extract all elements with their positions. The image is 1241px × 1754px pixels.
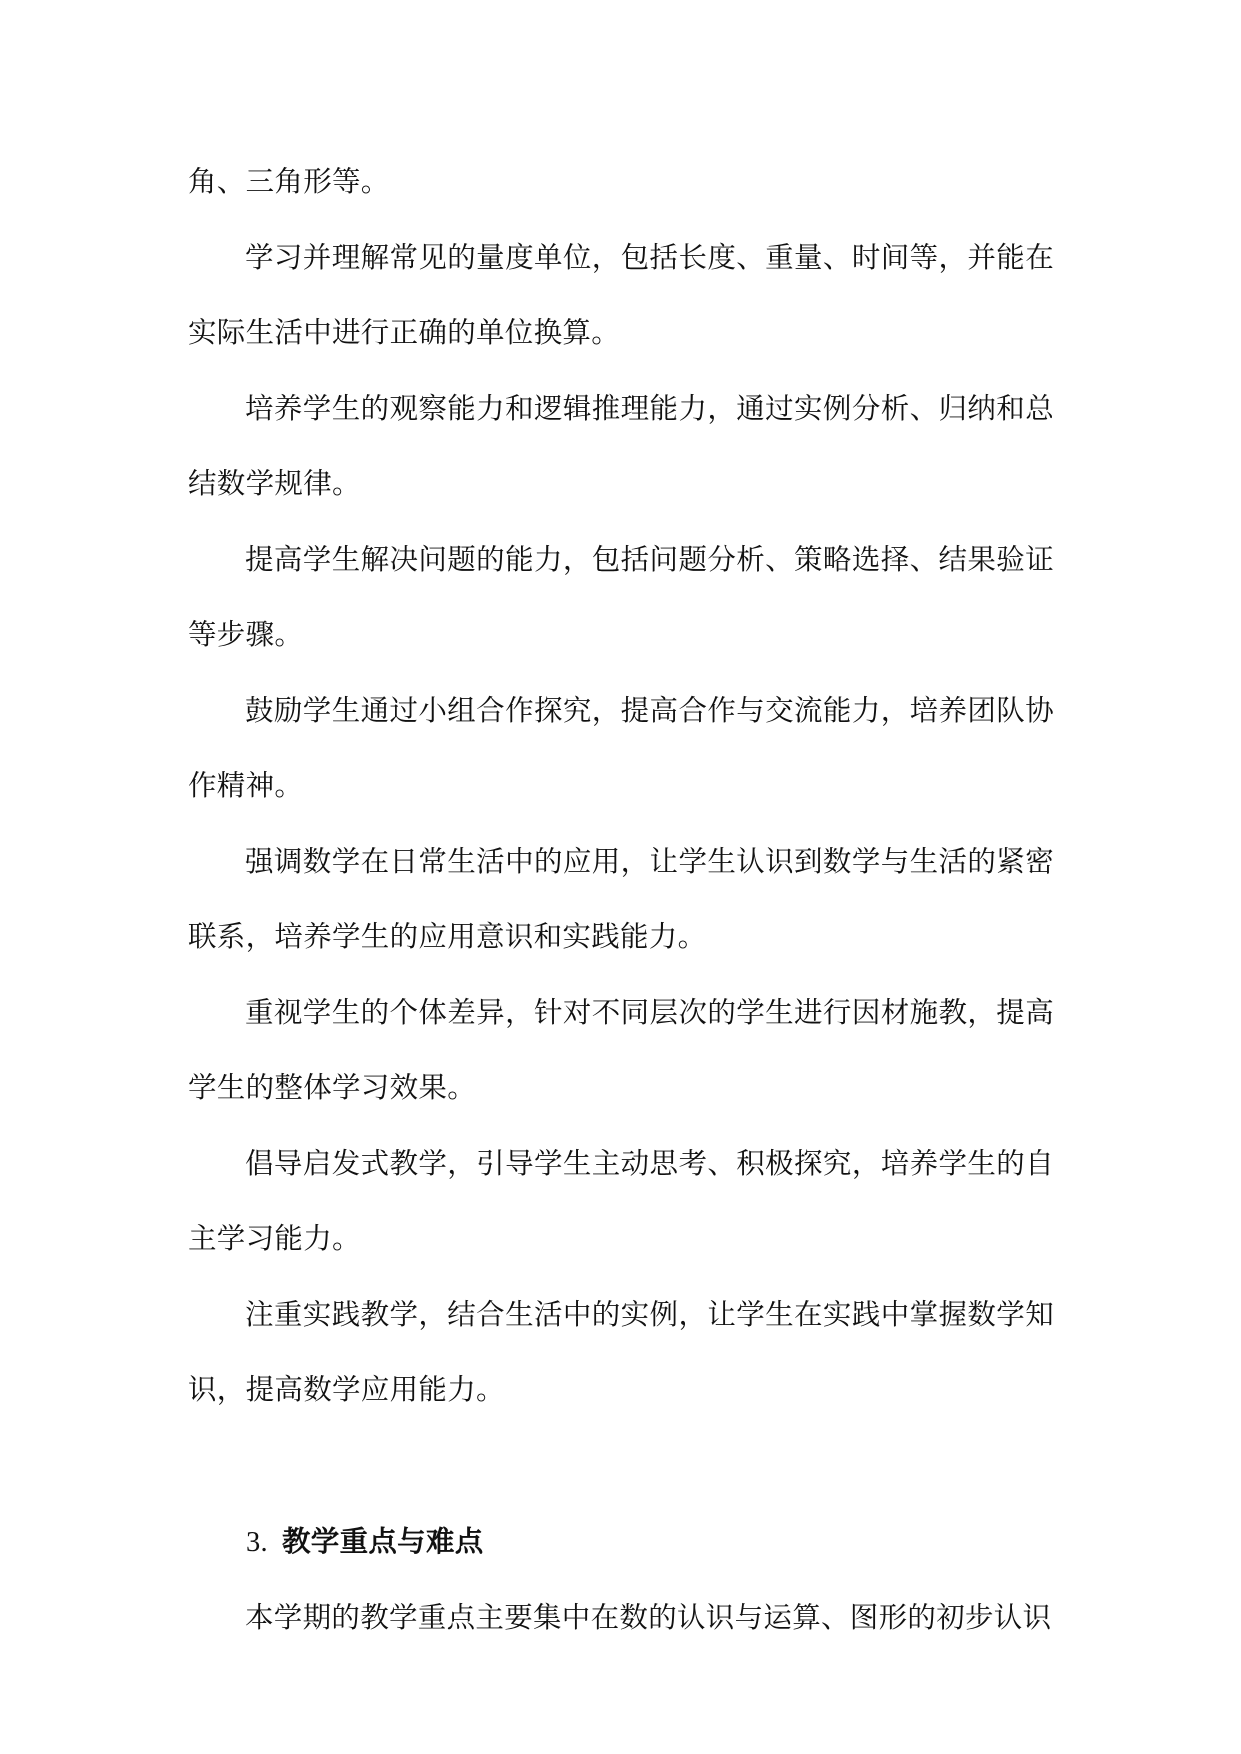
paragraph: 强调数学在日常生活中的应用，让学生认识到数学与生活的紧密联系，培养学生的应用意识和实践能力。 [188,844,1054,953]
document-body [188,144,1054,1656]
paragraph: 鼓励学生通过小组合作探究，提高合作与交流能力，培养团队协作精神。 [188,693,1054,802]
paragraph: 角、三角形等。 [188,165,390,198]
paragraph: 本学期的教学重点主要集中在数的认识与运算、图形的初步认识 [245,1601,1052,1634]
section-heading [188,1504,1054,1581]
paragraph: 学习并理解常见的量度单位，包括长度、重量、时间等，并能在实际生活中进行正确的单位换算。 [188,240,1054,349]
section-number: 3. [246,1526,268,1558]
paragraph: 重视学生的个体差异，针对不同层次的学生进行因材施教，提高学生的整体学习效果。 [188,995,1054,1104]
section-title: 教学重点与难点 [281,1524,484,1558]
paragraph: 培养学生的观察能力和逻辑推理能力，通过实例分析、归纳和总结数学规律。 [188,391,1054,500]
paragraph: 倡导启发式教学，引导学生主动思考、积极探究，培养学生的自主学习能力。 [188,1146,1054,1255]
paragraph: 提高学生解决问题的能力，包括问题分析、策略选择、结果验证等步骤。 [188,542,1054,651]
paragraph: 注重实践教学，结合生活中的实例，让学生在实践中掌握数学知识，提高数学应用能力。 [188,1297,1054,1406]
